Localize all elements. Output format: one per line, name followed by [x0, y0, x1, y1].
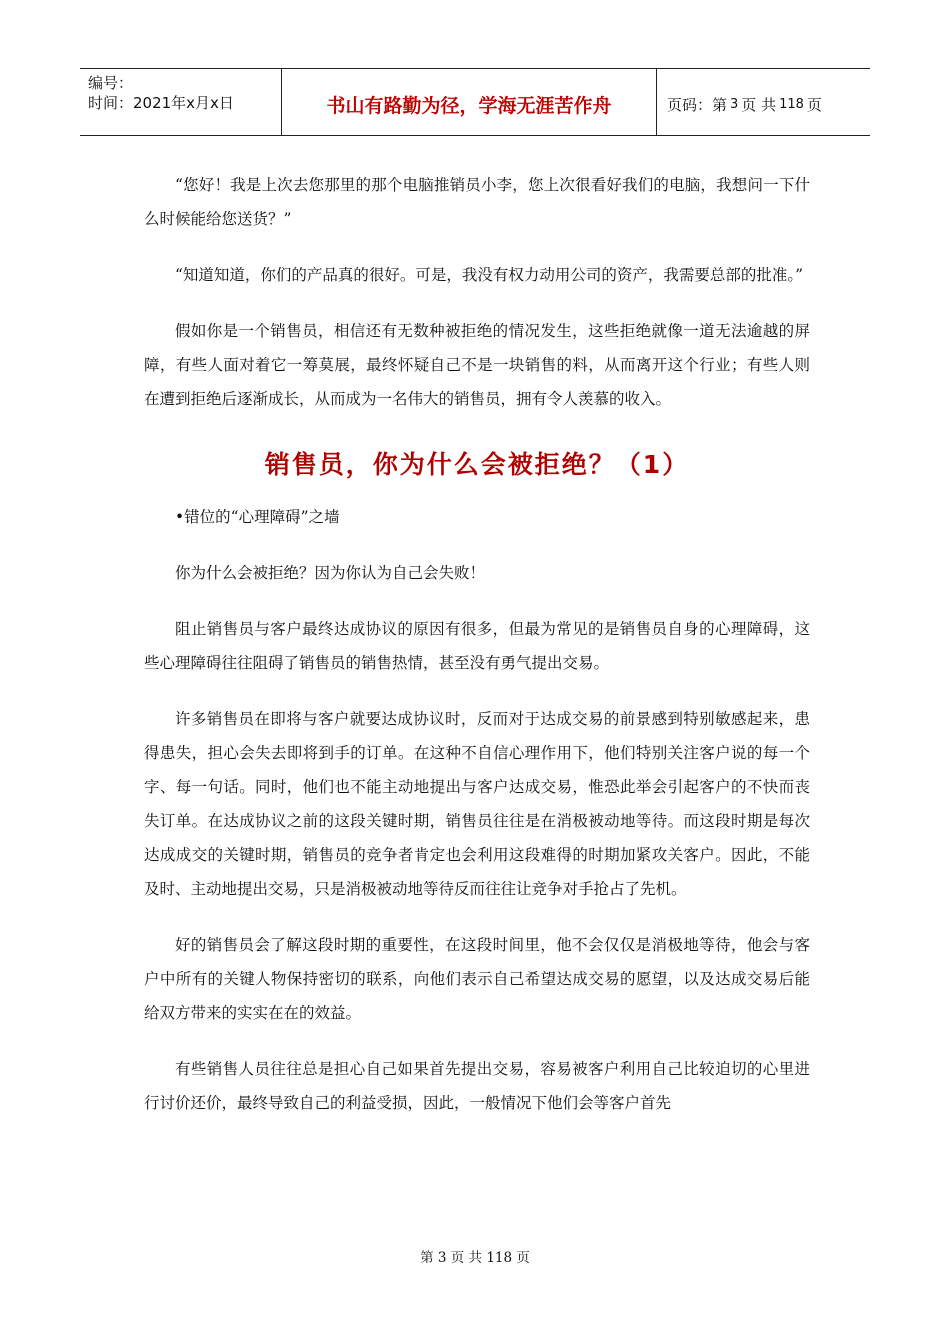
paragraph-psych-barrier: 阻止销售员与客户最终达成协议的原因有很多，但最为常见的是销售员自身的心理障碍，这些心理障碍往往阻碍了销售员的销售热情，甚至没有勇气提出交易。 — [144, 620, 810, 672]
paragraph-intro: 假如你是一个销售员，相信还有无数种被拒绝的情况发生，这些拒绝就像一道无法逾越的屏障，有些人面对着它一筹莫展，最终怀疑自己不是一块销售的料，从而离开这个行业；有些人则在遭到拒绝后逐渐成长，从而成为一名伟大的销售员，拥有令人羡慕的收入。 — [144, 322, 810, 408]
page-current: 3 — [730, 96, 739, 112]
document-number-label: 编号： — [88, 74, 134, 92]
page-header — [80, 68, 870, 136]
page-prefix: 页码：第 — [667, 95, 728, 114]
paragraph-question: 你为什么会被拒绝？因为你认为自己会失败！ — [175, 564, 486, 582]
page-mid: 页 共 — [741, 95, 777, 114]
header-page-number — [657, 69, 870, 135]
page-suffix: 页 — [806, 95, 822, 114]
paragraph-subtitle: •错位的“心理障碍”之墙 — [175, 508, 340, 526]
paragraph-worry: 有些销售人员往往总是担心自己如果首先提出交易，容易被客户利用自己比较迫切的心里进行讨价还价，最终导致自己的利益受损，因此，一般情况下他们会等客户首先 — [144, 1060, 810, 1112]
paragraph-quote-2: “知道知道，你们的产品真的很好。可是，我没有权力动用公司的资产，我需要总部的批准。” — [175, 266, 804, 284]
paragraph-quote-1: “您好！我是上次去您那里的那个电脑推销员小李，您上次很看好我们的电脑，我想问一下什么时候能给您送货？” — [144, 176, 810, 228]
document-date: 时间：2021年x月x日 — [88, 94, 234, 112]
section-heading: 销售员，你为什么会被拒绝？（1） — [264, 450, 690, 479]
page-footer: 第 3 页 共 118 页 — [420, 1250, 530, 1266]
header-motto: 书山有路勤为径，学海无涯苦作舟 — [282, 69, 657, 135]
page-total: 118 — [779, 96, 804, 112]
header-meta — [80, 69, 282, 135]
document-body — [144, 168, 810, 1120]
paragraph-anxiety: 许多销售员在即将与客户就要达成协议时，反而对于达成交易的前景感到特别敏感起来，患得患失，担心会失去即将到手的订单。在这种不自信心理作用下，他们特别关注客户说的每一个字、每一句话。同时，他们也不能主动地提出与客户达成交易，惟恐此举会引起客户的不快而丧失订单。在达成协议之前的这段关键时期，销售员往往是在消极被动地等待。而这段时期是每次达成成交的关键时期，销售员的竞争者肯定也会利用这段难得的时期加紧攻关客户。因此，不能及时、主动地提出交易，只是消极被动地等待反而往往让竞争对手抢占了先机。 — [144, 710, 810, 898]
paragraph-good-sales: 好的销售员会了解这段时期的重要性，在这段时间里，他不会仅仅是消极地等待，他会与客户中所有的关键人物保持密切的联系，向他们表示自己希望达成交易的愿望，以及达成交易后能给双方带来的实实在在的效益。 — [144, 936, 810, 1022]
